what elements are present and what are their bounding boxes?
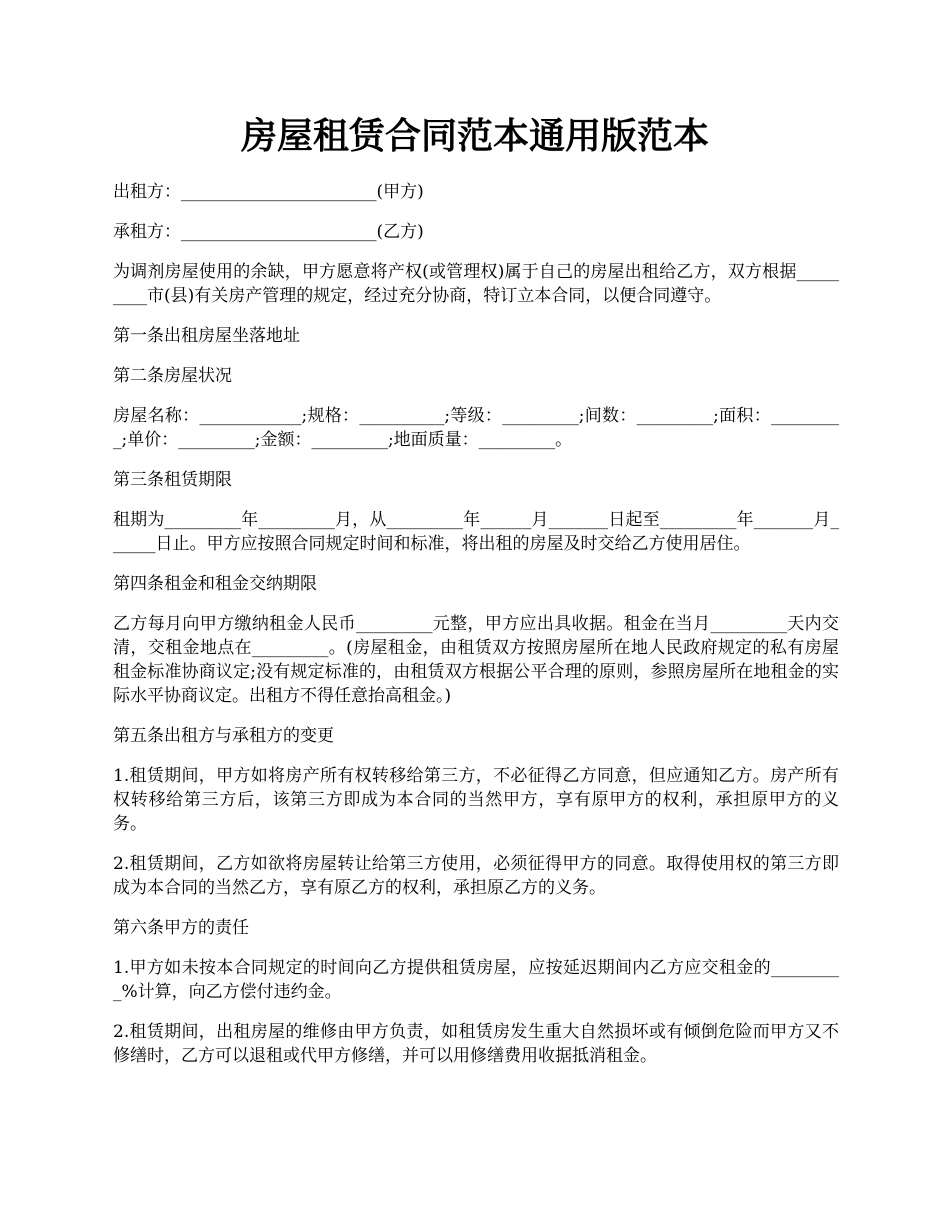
article-6-heading: 第六条甲方的责任	[113, 918, 249, 938]
article-4-heading: 第四条租金和租金交纳期限	[113, 574, 317, 594]
document-title: 房屋租赁合同范本通用版范本	[240, 115, 709, 157]
article-3-heading: 第三条租赁期限	[113, 470, 232, 490]
lessor-line: 出租方：_______________________(甲方)	[113, 182, 424, 202]
lease-term-paragraph: 租期为_________年_________月，从_________年______月_______日起至_________年_______月______日止。甲方应按照合同规定时间和标准，将出租的房屋及时交给乙方使用居住。	[113, 510, 839, 554]
article-6-clause-2: 2.租赁期间，出租房屋的维修由甲方负责，如租赁房发生重大自然损坏或有倾倒危险而甲方又不修缮时，乙方可以退租或代甲方修缮，并可以用修缮费用收据抵消租金。	[113, 1022, 839, 1066]
article-1-heading: 第一条出租房屋坐落地址	[113, 326, 300, 346]
lessee-line: 承租方：_______________________(乙方)	[113, 222, 424, 242]
house-details-paragraph: 房屋名称：____________;规格：__________;等级：_________;间数：_________;面积：_________;单价：_________;金额：_________;地面质量：_________。	[113, 406, 839, 450]
article-5-heading: 第五条出租方与承租方的变更	[113, 726, 334, 746]
article-2-heading: 第二条房屋状况	[113, 366, 232, 386]
article-5-clause-1: 1.租赁期间，甲方如将房产所有权转移给第三方，不必征得乙方同意，但应通知乙方。房产所有权转移给第三方后，该第三方即成为本合同的当然甲方，享有原甲方的权利，承担原甲方的义务。	[113, 766, 839, 834]
preamble-paragraph: 为调剂房屋使用的余缺，甲方愿意将产权(或管理权)属于自己的房屋出租给乙方，双方根据_________市(县)有关房产管理的规定，经过充分协商，特订立本合同，以便合同遵守。	[113, 262, 839, 306]
article-6-clause-1: 1.甲方如未按本合同规定的时间向乙方提供租赁房屋，应按延迟期间内乙方应交租金的_________%计算，向乙方偿付违约金。	[113, 958, 839, 1002]
document-body	[113, 180, 839, 1084]
article-5-clause-2: 2.租赁期间，乙方如欲将房屋转让给第三方使用，必须征得甲方的同意。取得使用权的第三方即成为本合同的当然乙方，享有原乙方的权利，承担原乙方的义务。	[113, 854, 839, 898]
rent-paragraph: 乙方每月向甲方缴纳租金人民币_________元整，甲方应出具收据。租金在当月_________天内交清，交租金地点在_________。(房屋租金，由租赁双方按照房屋所在地人民政府规定的私有房屋租金标准协商议定;没有规定标准的，由租赁双方根据公平合理的原则，参照房屋所在地租金的实际水平协商议定。出租方不得任意抬高租金。)	[113, 614, 839, 706]
